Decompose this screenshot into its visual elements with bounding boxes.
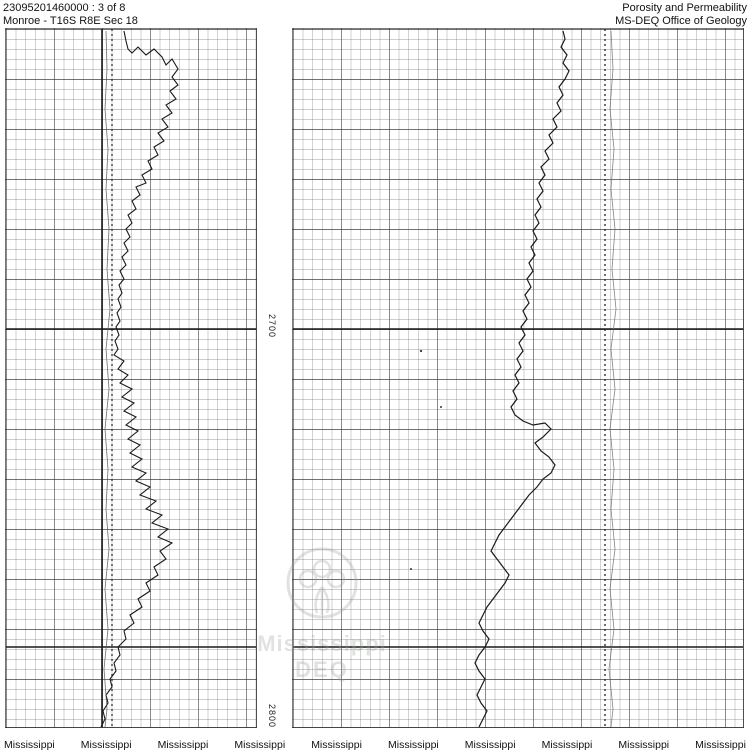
log-sheet — [0, 28, 750, 728]
footer-label: Mississippi — [695, 739, 746, 751]
log-type-title: Porosity and Permeability — [622, 2, 747, 14]
agency-name: MS-DEQ Office of Geology — [615, 15, 747, 27]
footer-label: Mississippi — [387, 739, 439, 751]
depth-label-2800: 2800 — [267, 704, 277, 729]
footer-label: Mississippi — [4, 739, 55, 751]
well-api-id: 23095201460000 : 3 of 8 — [3, 2, 126, 14]
header-right-block — [615, 2, 747, 28]
depth-label-2700: 2700 — [267, 314, 277, 339]
left-log-track — [5, 28, 257, 728]
footer-label: Mississippi — [234, 739, 286, 751]
footer-label: Mississippi — [618, 739, 670, 751]
watermark-line-1: Mississippi — [257, 631, 387, 656]
footer-label-strip — [0, 737, 750, 753]
depth-gutter — [258, 28, 291, 728]
left-track-curves — [6, 29, 257, 728]
footer-label: Mississippi — [541, 739, 593, 751]
well-location: Monroe - T16S R8E Sec 18 — [3, 15, 138, 27]
right-track-curves — [293, 29, 744, 728]
footer-label: Mississippi — [157, 739, 209, 751]
footer-label: Mississippi — [464, 739, 516, 751]
footer-label: Mississippi — [311, 739, 362, 751]
right-log-track — [292, 28, 744, 728]
header-left-block — [3, 2, 138, 28]
watermark-line-2: DEQ — [295, 657, 349, 682]
page-header — [0, 0, 750, 30]
footer-label: Mississippi — [80, 739, 132, 751]
